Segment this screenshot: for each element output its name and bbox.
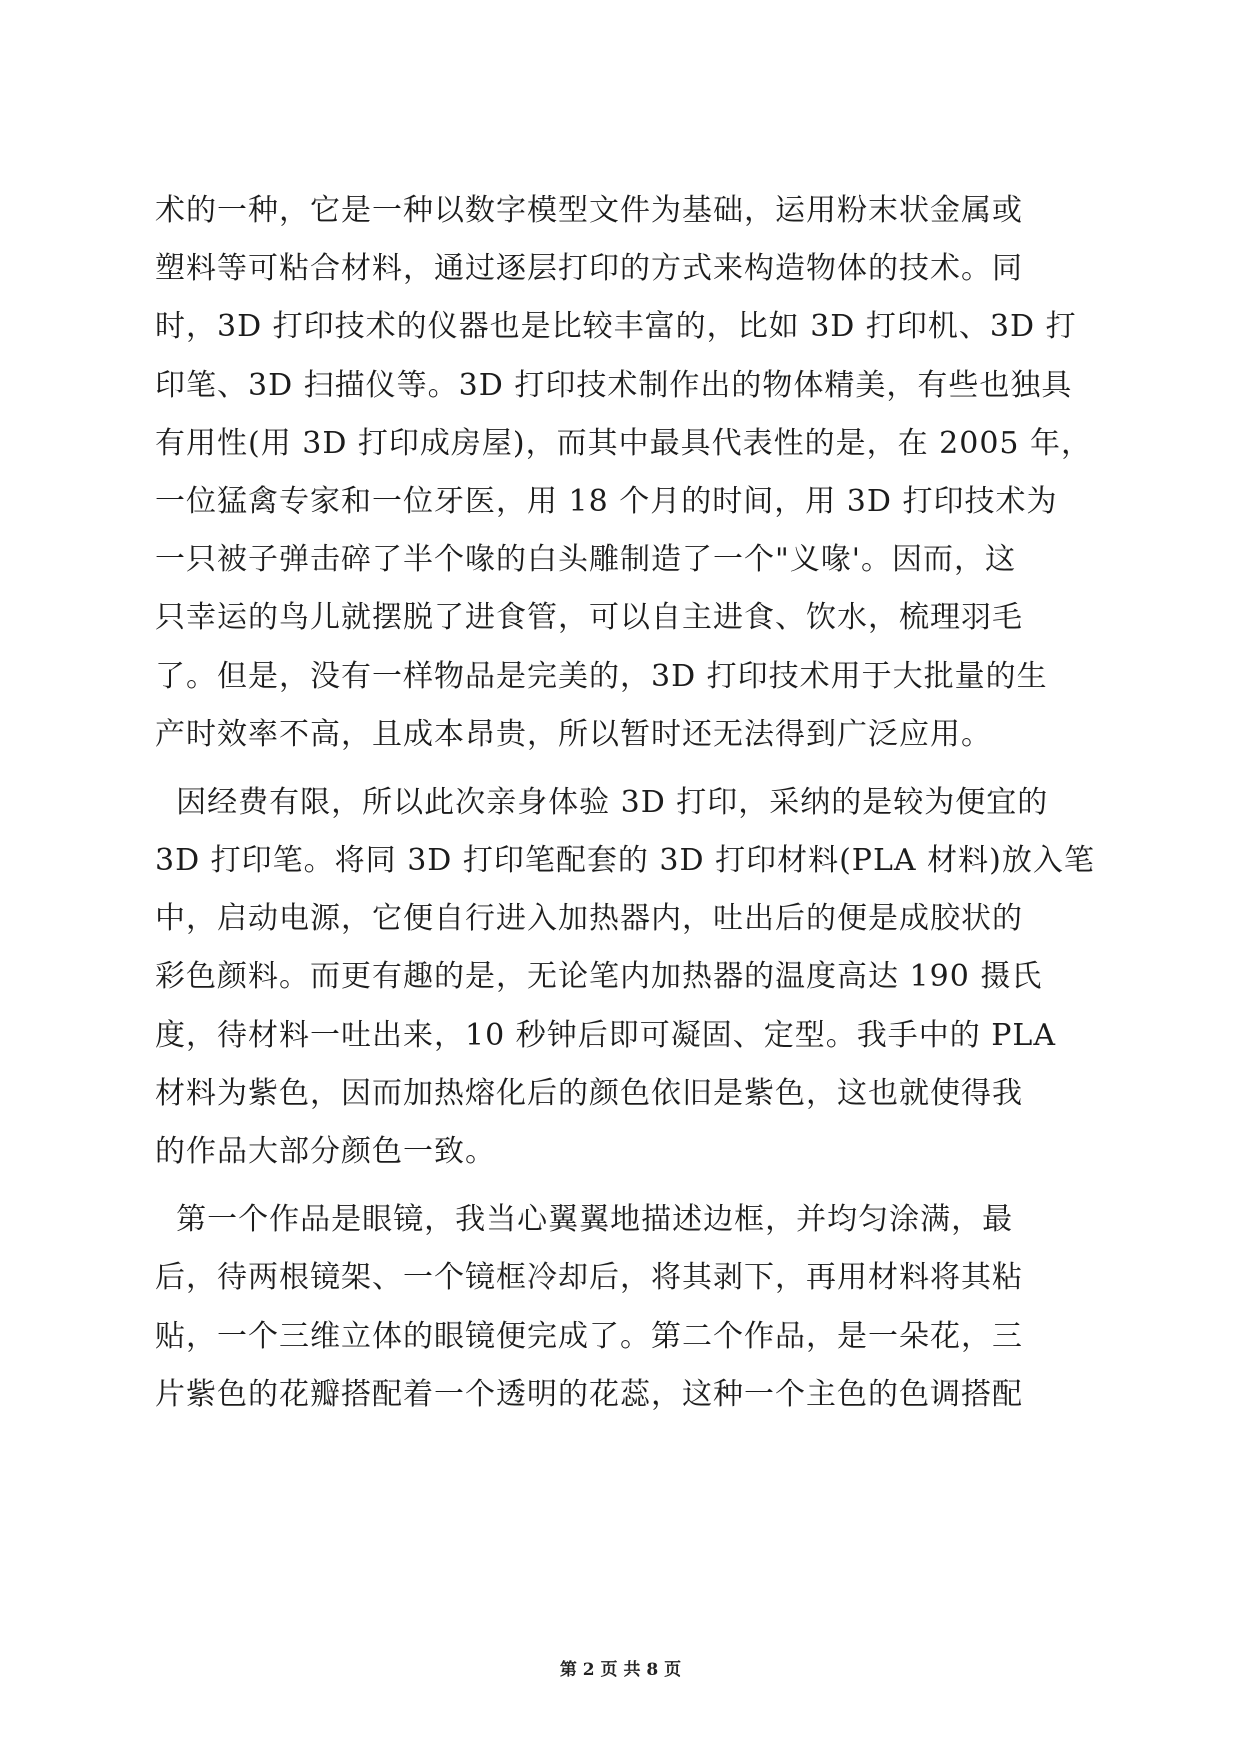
text-line: 中，启动电源，它便自行进入加热器内，吐出后的便是成胶状的 <box>155 901 1023 937</box>
page-number-footer: 第 2 页 共 8 页 <box>559 1660 682 1680</box>
text-line: 一位猛禽专家和一位牙医，用 18 个月的时间，用 3D 打印技术为 <box>155 483 1058 519</box>
text-line: 片紫色的花瓣搭配着一个透明的花蕊，这种一个主色的色调搭配 <box>155 1376 1023 1412</box>
text-line: 有用性(用 3D 打印成房屋)，而其中最具代表性的是，在 2005 年， <box>155 425 1093 461</box>
text-line: 材料为紫色，因而加热熔化后的颜色依旧是紫色，这也就使得我 <box>155 1075 1023 1111</box>
text-line: 彩色颜料。而更有趣的是，无论笔内加热器的温度高达 190 摄氏 <box>155 959 1043 995</box>
text-line: 印笔、3D 扫描仪等。3D 打印技术制作出的物体精美，有些也独具 <box>155 367 1073 403</box>
text-line: 3D 打印笔。将同 3D 打印笔配套的 3D 打印材料(PLA 材料)放入笔 <box>155 843 1095 879</box>
text-line: 一只被子弹击碎了半个喙的白头雕制造了一个"义喙'。因而，这 <box>155 542 1017 578</box>
text-line: 时，3D 打印技术的仪器也是比较丰富的，比如 3D 打印机、3D 打 <box>155 309 1077 345</box>
text-line: 只幸运的鸟儿就摆脱了进食管，可以自主进食、饮水，梳理羽毛 <box>155 600 1023 636</box>
text-line: 后，待两根镜架、一个镜框冷却后，将其剥下，再用材料将其粘 <box>155 1260 1023 1296</box>
text-line: 第一个作品是眼镜，我当心翼翼地描述边框，并均匀涂满，最 <box>155 1202 1014 1238</box>
text-line: 的作品大部分颜色一致。 <box>155 1134 496 1169</box>
text-line: 产时效率不高，且成本昂贵，所以暂时还无法得到广泛应用。 <box>155 716 992 752</box>
text-line: 术的一种，它是一种以数字模型文件为基础，运用粉末状金属或 <box>155 193 1023 228</box>
text-line: 了。但是，没有一样物品是完美的，3D 打印技术用于大批量的生 <box>155 658 1048 694</box>
body-text <box>155 182 1095 1424</box>
text-line: 因经费有限，所以此次亲身体验 3D 打印，采纳的是较为便宜的 <box>155 784 1049 820</box>
text-line: 度，待材料一吐出来，10 秒钟后即可凝固、定型。我手中的 PLA <box>155 1017 1057 1053</box>
text-line: 贴，一个三维立体的眼镜便完成了。第二个作品，是一朵花，三 <box>155 1318 1023 1354</box>
text-line: 塑料等可粘合材料，通过逐层打印的方式来构造物体的技术。同 <box>155 251 1023 287</box>
